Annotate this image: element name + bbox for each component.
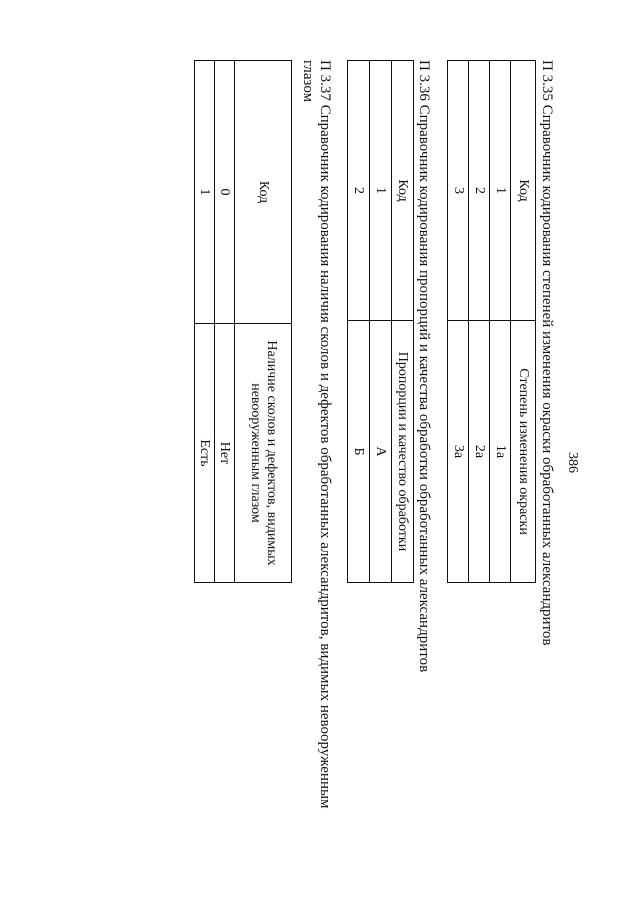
table-row [448,61,469,583]
cell-value: 3а [448,321,469,583]
table-row [490,61,511,583]
column-header-code: Код [511,61,536,321]
cell-code: 1 [490,61,511,321]
cell-code: 2 [469,61,490,321]
cell-code: 0 [215,61,235,324]
table-proportions-quality [347,60,414,583]
table-caption-3-36: П 3.36 Справочник кодирования пропорций и качества обработки обработанных александритов [416,60,432,673]
cell-code: 2 [348,61,370,321]
table-row [469,61,490,583]
cell-value: 1а [490,321,511,583]
column-header-code: Код [235,61,292,324]
cell-value: Есть [195,324,215,583]
table-color-change-degrees [447,60,536,583]
column-header-value: Пропорции и качество обработки [392,321,414,583]
cell-value: 2а [469,321,490,583]
cell-value: Нет [215,324,235,583]
table-row [348,61,370,583]
column-header-value: Наличие сколов и дефектов, видимых невооруженным глазом [235,324,292,583]
cell-code: 3 [448,61,469,321]
column-header-code: Код [392,61,414,321]
cell-code: 1 [195,61,215,324]
table-row [370,61,392,583]
cell-value: Б [348,321,370,583]
table-caption-3-37: П 3.37 Справочник кодирования наличия сколов и дефектов обработанных александритов, видимых невооруженным глазом [300,60,333,809]
page-number: 386 [565,452,580,473]
table-caption-3-35: П 3.35 Справочник кодирования степеней изменения окраски обработанных александритов [539,60,555,646]
table-row [195,61,215,583]
table-row [215,61,235,583]
cell-code: 1 [370,61,392,321]
column-header-value: Степень изменения окраски [511,321,536,583]
cell-value: А [370,321,392,583]
table-chips-defects [194,60,292,583]
